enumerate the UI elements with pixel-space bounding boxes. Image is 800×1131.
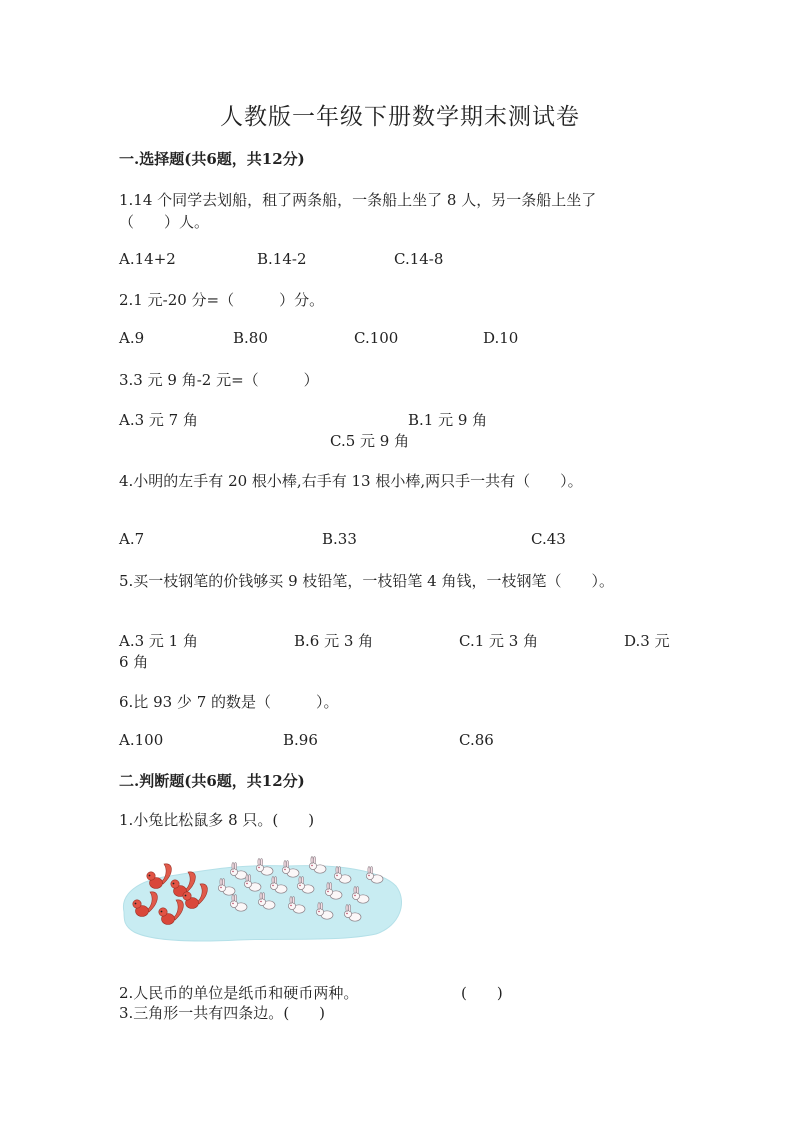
q5-option-a: A.3 元 1 角 — [119, 632, 198, 650]
section-heading-choice: 一.选择题(共6题，共12分) — [119, 150, 305, 168]
squirrels-rabbits-illustration — [118, 850, 403, 945]
judgement-2-paren: ( ) — [461, 984, 503, 1002]
question-1-text-cont: （ ）人。 — [119, 213, 210, 231]
question-3-text: 3.3 元 9 角-2 元=（ ） — [119, 371, 319, 389]
page-title: 人教版一年级下册数学期末测试卷 — [220, 104, 580, 130]
question-1-text: 1.14 个同学去划船，租了两条船，一条船上坐了 8 人，另一条船上坐了 — [119, 191, 597, 209]
q3-option-c: C.5 元 9 角 — [330, 432, 410, 450]
q4-option-b: B.33 — [322, 530, 357, 548]
question-4-text: 4.小明的左手有 20 根小棒,右手有 13 根小棒,两只手一共有（ ）。 — [119, 472, 583, 490]
q2-option-b: B.80 — [233, 329, 268, 347]
question-2-text: 2.1 元-20 分=（ ）分。 — [119, 291, 325, 309]
q6-option-c: C.86 — [459, 731, 494, 749]
q1-option-a: A.14+2 — [119, 250, 176, 268]
q6-option-b: B.96 — [283, 731, 318, 749]
q1-option-b: B.14-2 — [257, 250, 307, 268]
q3-option-a: A.3 元 7 角 — [119, 411, 198, 429]
judgement-1-text: 1.小兔比松鼠多 8 只。( ) — [119, 811, 315, 829]
q3-option-b: B.1 元 9 角 — [408, 411, 488, 429]
section-heading-judgement: 二.判断题(共6题，共12分) — [119, 772, 305, 790]
q5-option-c: C.1 元 3 角 — [459, 632, 539, 650]
q5-option-d: D.3 元 — [624, 632, 670, 650]
q4-option-c: C.43 — [531, 530, 566, 548]
q2-option-a: A.9 — [119, 329, 145, 347]
judgement-2-text: 2.人民币的单位是纸币和硬币两种。 — [119, 984, 359, 1002]
q4-option-a: A.7 — [119, 530, 145, 548]
judgement-3-text: 3.三角形一共有四条边。( ) — [119, 1004, 326, 1022]
q1-option-c: C.14-8 — [394, 250, 444, 268]
q6-option-a: A.100 — [119, 731, 164, 749]
q2-option-c: C.100 — [354, 329, 399, 347]
q5-option-d-cont: 6 角 — [119, 653, 149, 671]
question-6-text: 6.比 93 少 7 的数是（ ）。 — [119, 693, 339, 711]
question-5-text: 5.买一枝钢笔的价钱够买 9 枝铅笔，一枝铅笔 4 角钱，一枝钢笔（ ）。 — [119, 572, 614, 590]
q2-option-d: D.10 — [483, 329, 519, 347]
q5-option-b: B.6 元 3 角 — [294, 632, 374, 650]
